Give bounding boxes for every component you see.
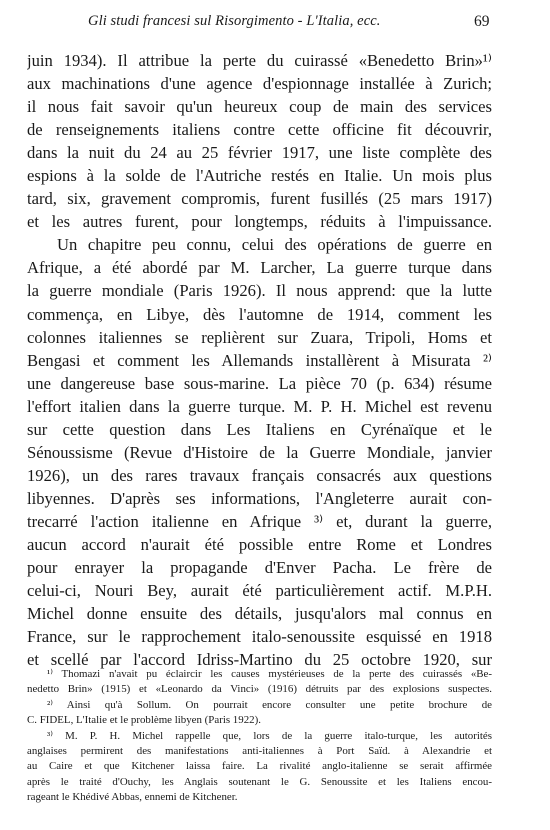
- text-line: aux machinations d'une agence d'espionnage installée à Zurich;: [27, 74, 492, 94]
- text-line: Bengasi et comment les Allemands installèrent à Misurata ²⁾: [27, 350, 492, 370]
- text-line: libyennes. D'après ses informations, l'Angleterre aurait con-: [27, 488, 492, 508]
- footnote-line: C. FIDEL, L'Italie et le problème libyen (Paris 1922).: [27, 714, 261, 727]
- text-line: juin 1934). Il attribue la perte du cuirassé «Benedetto Brin»¹⁾: [27, 51, 492, 70]
- text-line: sur cette question dans Les Italiens en Cyrénaïque et le: [27, 419, 492, 439]
- text-line: Sénoussisme (Revue d'Histoire de la Guerre Mondiale, janvier: [27, 442, 492, 462]
- text-line: trecarré l'action italienne en Afrique ³⁾ et, durant la guerre,: [27, 511, 492, 531]
- text-line: il nous fait savoir qu'un heureux coup de main des services: [27, 97, 492, 117]
- footnote-line: ²⁾ Ainsi qu'à Sollum. On pourrait encore consulter une petite brochure de: [47, 698, 492, 711]
- running-title: Gli studi francesi sul Risorgimento - L'Italia, ecc.: [88, 13, 381, 29]
- text-line: Michel donne ensuite des détails, jusqu'alors mal connus en: [27, 604, 492, 624]
- footnote-line: ¹⁾ Thomazi n'avait pu éclaircir les causes mystérieuses de la perte des cuirassés «Be-: [47, 668, 492, 680]
- page-number: 69: [474, 13, 490, 30]
- text-line: aucun accord n'aurait été possible entre Rome et Londres: [27, 534, 492, 554]
- footnote-line: anglaises permirent des manifestations anti-italiennes à Port Saïd. à Alexandrie et: [27, 744, 492, 757]
- text-line: de renseignements italiens contre cette officine fit découvrir,: [27, 120, 492, 140]
- text-line: la guerre mondiale (Paris 1926). Il nous apprend: que la lutte: [27, 281, 492, 301]
- text-line: l'effort italien dans la guerre turque. M. P. H. Michel est revenu: [27, 396, 492, 416]
- text-line: Afrique, a été abordé par M. Larcher, La guerre turque dans: [27, 258, 492, 278]
- text-line: colonnes italiennes se replièrent sur Zuara, Tripoli, Homs et: [27, 327, 492, 347]
- text-line: dans la nuit du 24 au 25 février 1917, une liste complète des: [27, 143, 492, 163]
- footnote-line: au Caire et que Kitchener laissa faire. La rivalité anglo-italienne se serait affirmée: [27, 760, 492, 773]
- footnote-line: nedetto Brin» (1915) et «Leonardo da Vinci» (1916) détruits par des explosions suspectes.: [27, 683, 492, 696]
- main-text: [27, 49, 492, 671]
- text-line: Un chapitre peu connu, celui des opérations de guerre en: [57, 235, 492, 255]
- text-line: une dangereuse base sous-marine. La pièce 70 (p. 634) résume: [27, 373, 492, 393]
- footnotes: [27, 667, 492, 806]
- text-line: et les autres furent, pour longtemps, réduits à l'impuissance.: [27, 212, 492, 232]
- footnote-line: rageant le Khédivé Abbas, ennemi de Kitchener.: [27, 791, 238, 804]
- text-line: commença, en Libye, dès l'automne de 1914, comment les: [27, 304, 492, 324]
- text-line: et scellé par l'accord Idriss-Martino du 25 octobre 1920, sur: [27, 650, 492, 670]
- text-line: France, sur le rapprochement italo-senoussite esquissé en 1918: [27, 627, 492, 647]
- footnote-line: après le traité d'Ouchy, les Anglais soutenant le G. Senoussite et les Italiens encou-: [27, 775, 492, 788]
- text-line: pour enrayer la propagande d'Enver Pacha. Le frère de: [27, 558, 492, 578]
- text-line: espions à la solde de l'Autriche restés en Italie. Un mois plus: [27, 166, 492, 186]
- page-header: [0, 10, 550, 32]
- text-line: celui-ci, Nouri Bey, aurait été particulièrement actif. M.P.H.: [27, 581, 492, 601]
- text-line: 1926), un des rares travaux français consacrés aux questions: [27, 465, 492, 485]
- text-line: tard, six, gravement compromis, furent fusillés (25 mars 1917): [27, 189, 492, 209]
- footnote-line: ³⁾ M. P. H. Michel rappelle que, lors de la guerre italo-turque, les autorités: [47, 729, 492, 742]
